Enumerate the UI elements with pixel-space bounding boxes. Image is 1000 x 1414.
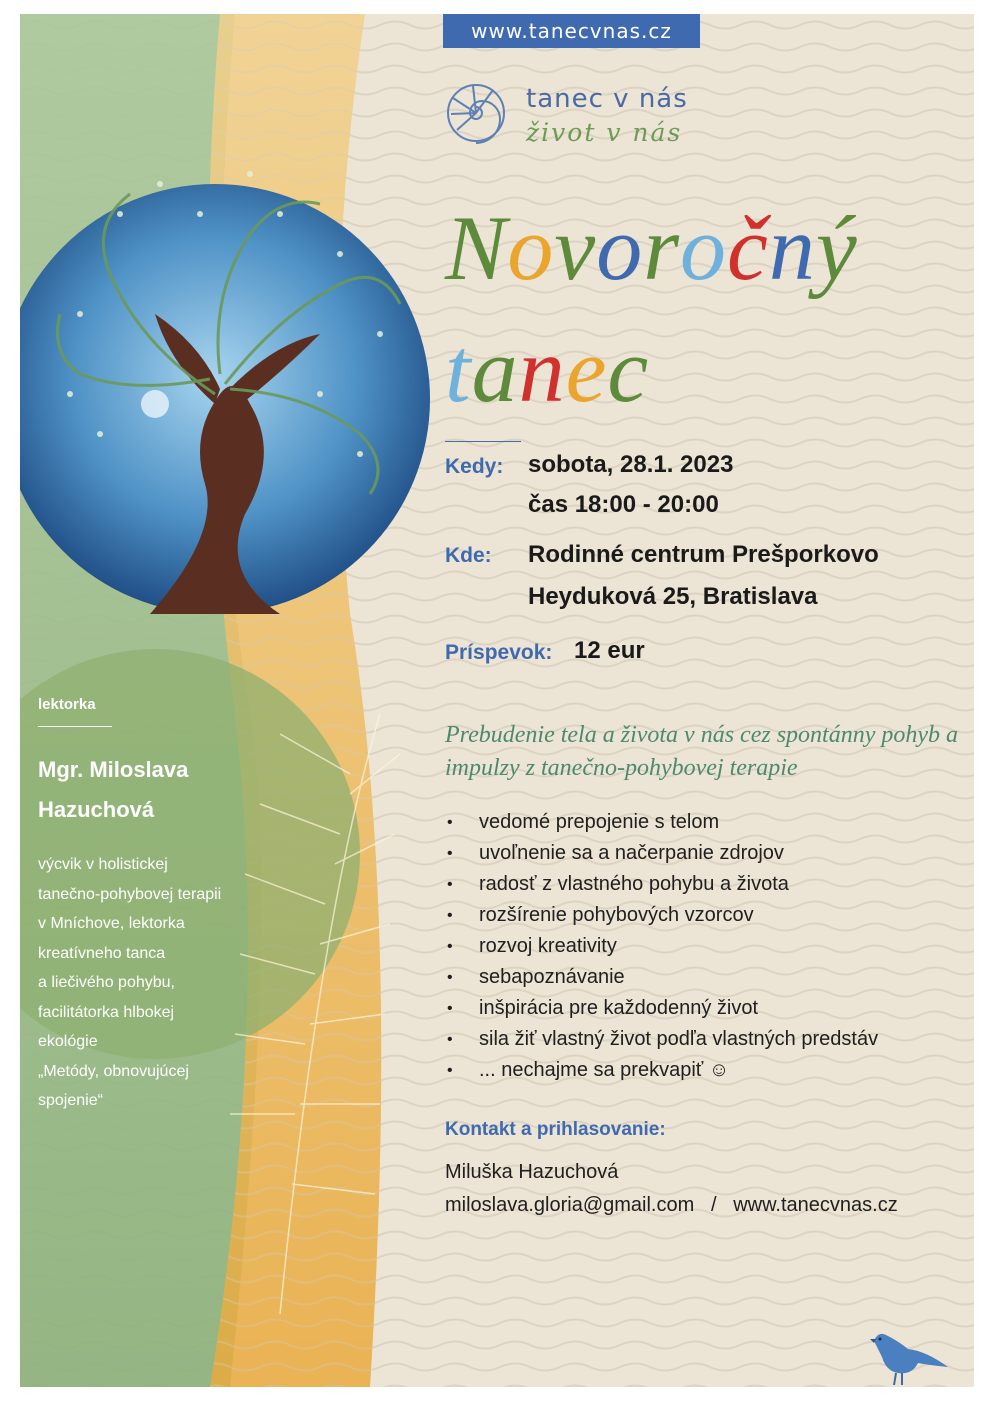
brand-tagline: život v nás: [526, 118, 683, 147]
title-letter: č: [727, 197, 769, 299]
contact-email[interactable]: miloslava.gloria@gmail.com: [445, 1194, 695, 1216]
lecturer-bio-line: kreatívneho tanca: [38, 944, 166, 962]
divider: [445, 441, 521, 442]
venue: Rodinné centrum Prešporkovo: [528, 541, 879, 568]
benefit-item: [445, 869, 965, 900]
benefit-item: [445, 993, 965, 1024]
benefit-list: [445, 807, 965, 1086]
bullet-icon: •: [447, 938, 453, 955]
benefit-text: rozšírenie pohybových vzorcov: [479, 904, 754, 926]
lecturer-name-line-1: Mgr. Miloslava: [38, 757, 189, 782]
title-letter: o: [507, 197, 555, 299]
contact-line: [445, 1194, 898, 1217]
event-date: sobota, 28.1. 2023: [528, 451, 734, 478]
website-banner[interactable]: www.tanecvnas.cz: [443, 14, 700, 48]
lecturer-label: lektorka: [38, 696, 96, 713]
poster: [20, 14, 974, 1387]
title-letter: o: [596, 197, 644, 299]
benefit-item: [445, 962, 965, 993]
brand-name: tanec v nás: [526, 84, 688, 114]
benefit-item: [445, 900, 965, 931]
title-letter: r: [643, 197, 681, 299]
intro-text: Prebudenie tela a života v nás cez spontánny pohyb a impulzy z tanečno-pohybovej terapie: [445, 722, 958, 781]
contact-heading: Kontakt a prihlasovanie:: [445, 1119, 666, 1140]
bullet-icon: •: [447, 969, 453, 986]
title-letter: t: [445, 319, 472, 421]
address: Heyduková 25, Bratislava: [528, 583, 818, 610]
title-line-2: [445, 319, 650, 421]
benefit-text: sebapoznávanie: [479, 966, 625, 988]
lecturer-bio-line: spojenie“: [38, 1092, 103, 1109]
lecturer-bio-line: „Metódy, obnovujúcej: [38, 1062, 189, 1080]
lecturer-bio-line: tanečno-pohybovej terapii: [38, 885, 222, 903]
benefit-text: radosť z vlastného pohybu a života: [479, 873, 789, 895]
bird-icon: [868, 1327, 952, 1387]
benefit-text: ... nechajme sa prekvapiť ☺: [479, 1059, 730, 1081]
where-label: Kde:: [445, 544, 492, 567]
benefit-text: inšpirácia pre každodenný život: [479, 997, 759, 1019]
fee: 12 eur: [574, 637, 645, 664]
benefit-item: [445, 931, 965, 962]
when-label: Kedy:: [445, 455, 504, 478]
title-letter: e: [565, 319, 608, 421]
benefit-item: [445, 1055, 965, 1086]
title-letter: N: [445, 197, 508, 299]
lecturer-bio-line: facilitátorka hlbokej: [38, 1003, 175, 1021]
contact-separator: /: [710, 1194, 717, 1216]
lecturer-bio-line: ekológie: [38, 1033, 98, 1050]
title-letter: n: [518, 319, 566, 421]
title-line-1: [445, 197, 858, 299]
lecturer-bio-line: a liečivého pohybu,: [38, 974, 175, 991]
lecturer-divider: [38, 726, 112, 727]
bullet-icon: •: [447, 814, 453, 831]
title-letter: a: [471, 319, 519, 421]
benefit-item: [445, 838, 965, 869]
title-letter: o: [680, 197, 728, 299]
lecturer-bio-line: výcvik v holistickej: [38, 856, 168, 873]
bullet-icon: •: [447, 1062, 453, 1079]
title-letter: ý: [815, 197, 858, 299]
lecturer-name-line-2: Hazuchová: [38, 797, 155, 822]
contact-name: Miluška Hazuchová: [445, 1161, 619, 1183]
benefit-text: uvoľnenie sa a načerpanie zdrojov: [479, 842, 784, 864]
bullet-icon: •: [447, 845, 453, 862]
title-letter: n: [768, 197, 816, 299]
bullet-icon: •: [447, 876, 453, 893]
title-letter: v: [554, 197, 597, 299]
bullet-icon: •: [447, 1000, 453, 1017]
lecturer-bio-line: v Mníchove, lektorka: [38, 915, 185, 932]
benefit-text: sila žiť vlastný život podľa vlastných predstáv: [479, 1028, 879, 1050]
lecturer-bio: [38, 850, 268, 1116]
bullet-icon: •: [447, 1031, 453, 1048]
contact-website[interactable]: www.tanecvnas.cz: [733, 1194, 898, 1216]
benefit-text: vedomé prepojenie s telom: [479, 811, 720, 833]
event-time: čas 18:00 - 20:00: [528, 491, 719, 518]
benefit-item: [445, 1024, 965, 1055]
benefit-item: [445, 807, 965, 838]
lecturer-name: [38, 750, 238, 830]
title-letter: c: [607, 319, 650, 421]
benefit-text: rozvoj kreativity: [479, 935, 617, 957]
fee-label: Príspevok:: [445, 641, 553, 664]
bullet-icon: •: [447, 907, 453, 924]
nautilus-shell-icon: [443, 80, 509, 146]
